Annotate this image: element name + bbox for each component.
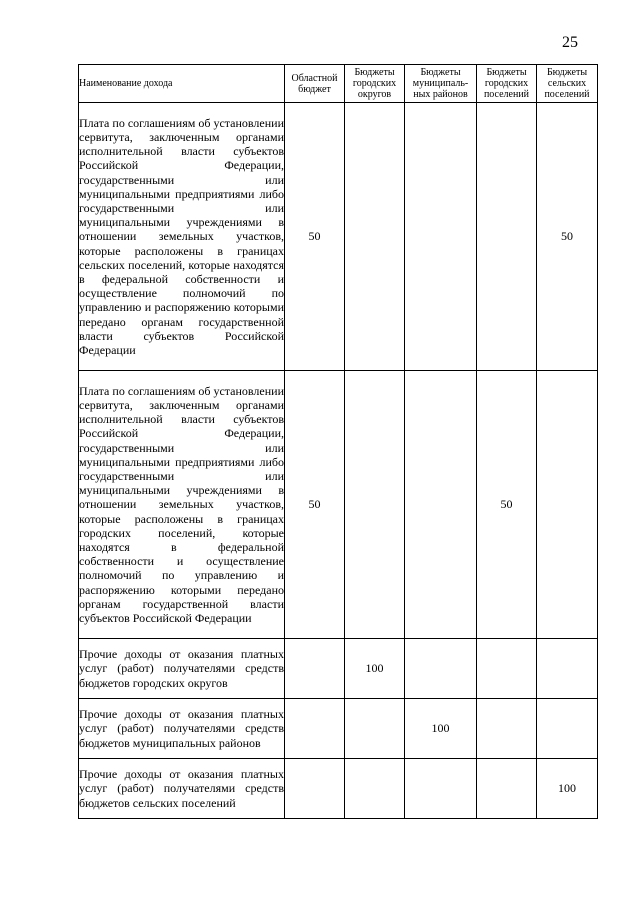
value-municipal-districts <box>405 371 477 639</box>
header-city-district-budgets: Бюджеты городских округов <box>345 65 405 103</box>
value-rural-settlements <box>537 371 598 639</box>
value-urban-settlements <box>477 699 537 759</box>
value-rural-settlements: 100 <box>537 759 598 819</box>
value-urban-settlements <box>477 103 537 371</box>
value-urban-settlements: 50 <box>477 371 537 639</box>
page-number: 25 <box>562 34 578 51</box>
header-urban-settlement-budgets: Бюджеты городских поселений <box>477 65 537 103</box>
value-city-districts <box>345 699 405 759</box>
value-regional <box>285 759 345 819</box>
table-row <box>79 699 598 759</box>
header-regional-budget: Областной бюджет <box>285 65 345 103</box>
value-city-districts <box>345 103 405 371</box>
value-rural-settlements: 50 <box>537 103 598 371</box>
value-municipal-districts: 100 <box>405 699 477 759</box>
value-urban-settlements <box>477 639 537 699</box>
value-municipal-districts <box>405 103 477 371</box>
table-row <box>79 639 598 699</box>
table-row <box>79 103 598 371</box>
value-municipal-districts <box>405 639 477 699</box>
header-rural-settlement-budgets: Бюджеты сельских поселений <box>537 65 598 103</box>
revenue-name: Прочие доходы от оказания платных услуг (работ) получателями средств бюджетов сельских поселений <box>79 759 285 819</box>
value-city-districts <box>345 759 405 819</box>
revenue-distribution-table <box>78 64 598 819</box>
revenue-name: Плата по соглашениям об установлении сервитута, заключенным органами исполнительной власти субъектов Российской Федерации, государственными или муниципальными предприятиями либо государственными или муниципальными учреждениями в отношении земельных участков, которые расположены в границах городских поселений, которые находятся в федеральной собственности и осуществление полномочий по управлению и распоряжению которыми передано органам государственной власти субъектов Российской Федерации <box>79 371 285 639</box>
value-urban-settlements <box>477 759 537 819</box>
value-regional <box>285 699 345 759</box>
table-row <box>79 371 598 639</box>
value-municipal-districts <box>405 759 477 819</box>
header-municipal-district-budgets: Бюджеты муниципаль-ных районов <box>405 65 477 103</box>
value-rural-settlements <box>537 699 598 759</box>
value-regional: 50 <box>285 103 345 371</box>
value-rural-settlements <box>537 639 598 699</box>
revenue-name: Прочие доходы от оказания платных услуг (работ) получателями средств бюджетов городских округов <box>79 639 285 699</box>
revenue-name: Плата по соглашениям об установлении сервитута, заключенным органами исполнительной власти субъектов Российской Федерации, государственными или муниципальными предприятиями либо государственными или муниципальными учреждениями в отношении земельных участков, которые расположены в границах сельских поселений, которые находятся в федеральной собственности и осуществление полномочий по управлению и распоряжению которыми передано органам государственной власти субъектов Российской Федерации <box>79 103 285 371</box>
table-row <box>79 759 598 819</box>
value-city-districts: 100 <box>345 639 405 699</box>
value-regional: 50 <box>285 371 345 639</box>
value-city-districts <box>345 371 405 639</box>
revenue-name: Прочие доходы от оказания платных услуг (работ) получателями средств бюджетов муниципальных районов <box>79 699 285 759</box>
table-header-row <box>79 65 598 103</box>
value-regional <box>285 639 345 699</box>
header-revenue-name: Наименование дохода <box>79 65 285 103</box>
